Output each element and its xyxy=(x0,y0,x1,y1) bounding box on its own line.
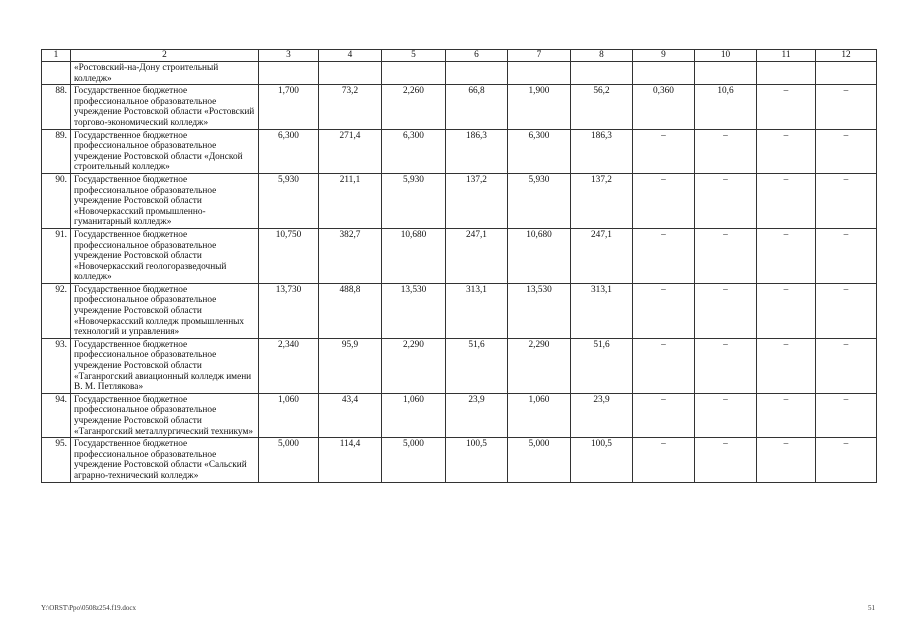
value-cell: 10,6 xyxy=(695,85,757,129)
value-cell: 5,930 xyxy=(382,173,446,228)
column-number-header: 1 xyxy=(42,50,71,62)
column-number-header: 7 xyxy=(508,50,571,62)
institution-name-cell: Государственное бюджетное профессиональное образовательное учреждение Ростовской области «Новочеркасский колледж промышленных технологий и управления» xyxy=(71,283,259,338)
value-cell: 2,260 xyxy=(382,85,446,129)
value-cell: 1,700 xyxy=(259,85,319,129)
value-cell: – xyxy=(695,283,757,338)
table-row xyxy=(42,228,877,283)
value-cell: 186,3 xyxy=(571,129,633,173)
value-cell: 51,6 xyxy=(571,338,633,393)
value-cell: – xyxy=(757,338,816,393)
value-cell: 2,340 xyxy=(259,338,319,393)
value-cell xyxy=(446,62,508,85)
data-table xyxy=(41,49,877,483)
column-number-header: 10 xyxy=(695,50,757,62)
institution-name-cell: Государственное бюджетное профессиональное образовательное учреждение Ростовской области «Сальский аграрно-технический колледж» xyxy=(71,438,259,482)
value-cell: 23,9 xyxy=(571,393,633,437)
value-cell: 51,6 xyxy=(446,338,508,393)
table-row xyxy=(42,62,877,85)
value-cell: 5,000 xyxy=(259,438,319,482)
table-header-row xyxy=(42,50,877,62)
value-cell: 6,300 xyxy=(382,129,446,173)
institution-name-cell: «Ростовский-на-Дону строительный колледж» xyxy=(71,62,259,85)
value-cell: – xyxy=(695,338,757,393)
value-cell: 186,3 xyxy=(446,129,508,173)
value-cell: 114,4 xyxy=(319,438,382,482)
value-cell: 73,2 xyxy=(319,85,382,129)
institution-name-cell: Государственное бюджетное профессиональное образовательное учреждение Ростовской области «Новочеркасский геологоразведочный колледж» xyxy=(71,228,259,283)
value-cell: 43,4 xyxy=(319,393,382,437)
table-row xyxy=(42,393,877,437)
value-cell: – xyxy=(757,129,816,173)
value-cell: 382,7 xyxy=(319,228,382,283)
value-cell: 95,9 xyxy=(319,338,382,393)
table-row xyxy=(42,338,877,393)
value-cell xyxy=(757,62,816,85)
institution-name-cell: Государственное бюджетное профессиональное образовательное учреждение Ростовской области «Донской строительный колледж» xyxy=(71,129,259,173)
table-row xyxy=(42,129,877,173)
column-number-header: 8 xyxy=(571,50,633,62)
column-number-header: 2 xyxy=(71,50,259,62)
value-cell: 313,1 xyxy=(446,283,508,338)
value-cell: – xyxy=(816,283,877,338)
value-cell: 5,930 xyxy=(259,173,319,228)
value-cell: 2,290 xyxy=(508,338,571,393)
value-cell: 2,290 xyxy=(382,338,446,393)
value-cell: – xyxy=(633,393,695,437)
value-cell: 100,5 xyxy=(571,438,633,482)
row-number-cell: 94. xyxy=(42,393,71,437)
value-cell: 5,000 xyxy=(508,438,571,482)
footer-page-number: 51 xyxy=(868,604,875,612)
value-cell: 211,1 xyxy=(319,173,382,228)
value-cell: 13,530 xyxy=(508,283,571,338)
value-cell: 1,060 xyxy=(382,393,446,437)
value-cell xyxy=(571,62,633,85)
value-cell: – xyxy=(633,228,695,283)
table-row xyxy=(42,85,877,129)
institution-name-cell: Государственное бюджетное профессиональное образовательное учреждение Ростовской области «Таганрогский металлургический техникум» xyxy=(71,393,259,437)
value-cell: 0,360 xyxy=(633,85,695,129)
value-cell: 13,730 xyxy=(259,283,319,338)
value-cell: – xyxy=(816,438,877,482)
row-number-cell: 92. xyxy=(42,283,71,338)
value-cell xyxy=(259,62,319,85)
value-cell: 100,5 xyxy=(446,438,508,482)
value-cell: 1,060 xyxy=(508,393,571,437)
column-number-header: 3 xyxy=(259,50,319,62)
value-cell: 247,1 xyxy=(571,228,633,283)
value-cell: 6,300 xyxy=(508,129,571,173)
value-cell: – xyxy=(633,129,695,173)
value-cell: 488,8 xyxy=(319,283,382,338)
value-cell: – xyxy=(757,283,816,338)
value-cell: – xyxy=(695,228,757,283)
value-cell xyxy=(319,62,382,85)
column-number-header: 4 xyxy=(319,50,382,62)
value-cell: 23,9 xyxy=(446,393,508,437)
value-cell: – xyxy=(695,438,757,482)
value-cell: – xyxy=(633,438,695,482)
column-number-header: 9 xyxy=(633,50,695,62)
institution-name-cell: Государственное бюджетное профессиональное образовательное учреждение Ростовской области «Таганрогский авиационный колледж имени В. М. Петлякова» xyxy=(71,338,259,393)
value-cell: – xyxy=(816,338,877,393)
value-cell xyxy=(382,62,446,85)
value-cell: – xyxy=(695,129,757,173)
value-cell: – xyxy=(633,173,695,228)
column-number-header: 6 xyxy=(446,50,508,62)
value-cell: – xyxy=(757,438,816,482)
value-cell: 10,680 xyxy=(508,228,571,283)
value-cell: 247,1 xyxy=(446,228,508,283)
value-cell: 313,1 xyxy=(571,283,633,338)
value-cell: – xyxy=(816,129,877,173)
value-cell: – xyxy=(695,173,757,228)
value-cell: 5,930 xyxy=(508,173,571,228)
value-cell: 1,060 xyxy=(259,393,319,437)
value-cell: – xyxy=(633,283,695,338)
row-number-cell: 90. xyxy=(42,173,71,228)
value-cell: 66,8 xyxy=(446,85,508,129)
value-cell: 137,2 xyxy=(571,173,633,228)
value-cell: 13,530 xyxy=(382,283,446,338)
column-number-header: 5 xyxy=(382,50,446,62)
table-row xyxy=(42,438,877,482)
institution-name-cell: Государственное бюджетное профессиональное образовательное учреждение Ростовской области «Новочеркасский промышленно-гуманитарный колледж» xyxy=(71,173,259,228)
value-cell: 10,750 xyxy=(259,228,319,283)
institution-name-cell: Государственное бюджетное профессиональное образовательное учреждение Ростовской области «Ростовский торгово-экономический колледж» xyxy=(71,85,259,129)
row-number-cell: 89. xyxy=(42,129,71,173)
value-cell: – xyxy=(633,338,695,393)
value-cell: 1,900 xyxy=(508,85,571,129)
value-cell: – xyxy=(816,228,877,283)
row-number-cell: 93. xyxy=(42,338,71,393)
value-cell: 5,000 xyxy=(382,438,446,482)
value-cell xyxy=(633,62,695,85)
value-cell: 10,680 xyxy=(382,228,446,283)
value-cell: 271,4 xyxy=(319,129,382,173)
value-cell xyxy=(508,62,571,85)
value-cell xyxy=(695,62,757,85)
column-number-header: 12 xyxy=(816,50,877,62)
value-cell: – xyxy=(816,85,877,129)
row-number-cell: 88. xyxy=(42,85,71,129)
value-cell: – xyxy=(695,393,757,437)
value-cell: – xyxy=(757,228,816,283)
row-number-cell: 95. xyxy=(42,438,71,482)
table-row xyxy=(42,173,877,228)
value-cell: – xyxy=(757,173,816,228)
table-row xyxy=(42,283,877,338)
column-number-header: 11 xyxy=(757,50,816,62)
value-cell xyxy=(816,62,877,85)
value-cell: – xyxy=(816,393,877,437)
value-cell: – xyxy=(757,393,816,437)
value-cell: – xyxy=(816,173,877,228)
value-cell: 56,2 xyxy=(571,85,633,129)
value-cell: 6,300 xyxy=(259,129,319,173)
footer-file-path: Y:\ORST\Ppo\0508z254.f19.docx xyxy=(41,604,137,612)
value-cell: – xyxy=(757,85,816,129)
row-number-cell: 91. xyxy=(42,228,71,283)
row-number-cell xyxy=(42,62,71,85)
value-cell: 137,2 xyxy=(446,173,508,228)
